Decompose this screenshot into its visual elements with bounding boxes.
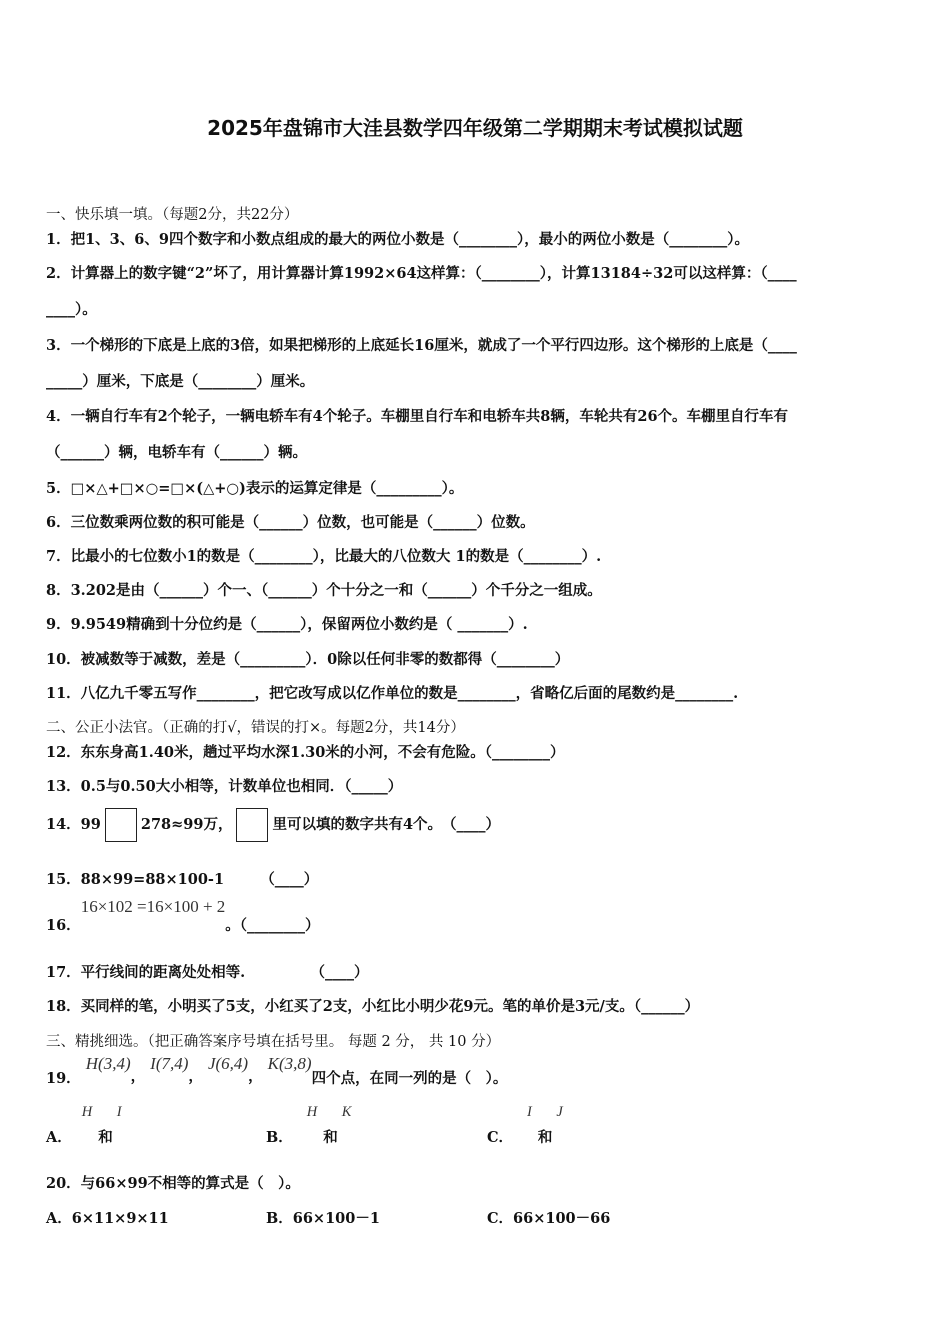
question-13: 13．0.5与0.50大小相等，计数单位也相同．（_____） [46,778,403,795]
comma: ， [188,1068,203,1085]
question-2-cont: ____）。 [46,301,97,318]
question-3-cont: _____）厘米，下底是（________）厘米。 [46,373,315,390]
option-label: C． [487,1129,514,1146]
question-4-cont: （______）辆，电轿车有（______）辆。 [46,444,307,461]
point-k: K(3,8) [267,1054,312,1073]
comma: ， [248,1068,263,1085]
question-14 [46,808,500,842]
option-point: J [556,1104,563,1120]
question-16-label: 16． [46,917,81,934]
comma: ， [130,1068,146,1085]
question-19-tail: 四个点，在同一列的是（ ）。 [311,1070,508,1087]
blank-box [236,808,268,842]
question-8: 8．3.202是由（______）个一、（______）个十分之一和（______）个千分之一组成。 [46,582,602,599]
question-20: 20．与66×99不相等的算式是（ ）。 [46,1175,300,1192]
question-16-formula: 16×102 =16×100 + 2 [80,897,226,916]
option-19-c [487,1104,569,1146]
question-5: 5．□×△+□×○=□×(△+○)表示的运算定律是（_________）。 [46,480,464,497]
point-i: I(7,4) [150,1054,189,1073]
question-6: 6．三位数乘两位数的积可能是（______）位数，也可能是（______）位数。 [46,514,535,531]
question-1: 1．把1、3、6、9四个数字和小数点组成的最大的两位小数是（________），最小的两位小数是（________）。 [46,231,749,248]
question-18: 18．买同样的笔，小明买了5支，小红买了2支，小红比小明少花9元。笔的单价是3元/支。（______） [46,998,700,1015]
option-point: K [341,1104,352,1120]
question-7: 7．比最小的七位数小1的数是（________），比最大的八位数大 1的数是（________）. [46,548,602,565]
option-point: H [81,1104,93,1120]
question-19-label: 19． [46,1070,81,1087]
point-j: J(6,4) [207,1054,249,1073]
question-14-part-b: 278≈99万， [140,816,233,833]
option-20-b: B．66×100－1 [266,1210,380,1227]
question-12: 12．东东身高1.40米，趟过平均水深1.30米的小河，不会有危险。（________） [46,744,565,761]
question-14-part-a: 14．99 [46,816,101,833]
option-point: H [306,1104,318,1120]
section-3-heading: 三、精挑细选。（把正确答案序号填在括号里。 每题 2 分， 共 10 分） [46,1034,501,1050]
option-and: 和 [98,1129,113,1146]
blank-box [105,808,137,842]
option-19-a [46,1104,128,1146]
question-3: 3．一个梯形的下底是上底的3倍，如果把梯形的上底延长16厘米，就成了一个平行四边形。这个梯形的上底是（____ [46,337,797,354]
question-17: 17．平行线间的距离处处相等. （____） [46,964,369,981]
option-19-b [266,1104,357,1146]
option-and: 和 [323,1129,338,1146]
question-19 [46,1053,508,1087]
question-16 [46,897,320,934]
question-10: 10．被减数等于减数，差是（_________）．0除以任何非零的数都得（________） [46,651,570,668]
question-9: 9．9.9549精确到十分位约是（______），保留两位小数约是（ _______）. [46,616,528,633]
question-2: 2．计算器上的数字键“2”坏了，用计算器计算1992×64这样算：（________），计算13184÷32可以这样算：（____ [46,265,797,282]
question-16-tail: 。（________） [225,917,320,934]
option-label: B． [266,1129,293,1146]
section-2-heading: 二、公正小法官。（正确的打√，错误的打×。每题2分，共14分） [46,720,465,736]
question-4: 4．一辆自行车有2个轮子，一辆电轿车有4个轮子。车棚里自行车和电轿车共8辆，车轮共有26个。车棚里自行车有 [46,408,789,425]
option-and: 和 [537,1129,553,1146]
section-1-heading: 一、快乐填一填。（每题2分，共22分） [46,207,299,223]
option-20-c: C．66×100－66 [487,1210,611,1227]
question-14-part-c: 里可以填的数字共有4个。 （____） [272,816,501,833]
option-point: I [116,1104,122,1120]
option-label: A． [46,1129,72,1146]
question-15: 15．88×99=88×100-1 （____） [46,871,319,888]
point-h: H(3,4) [85,1054,131,1073]
question-11: 11．八亿九千零五写作________，把它改写成以亿作单位的数是________，省略亿后面的尾数约是________. [46,685,739,702]
option-20-a: A．6×11×9×11 [46,1210,169,1227]
option-point: I [527,1104,532,1120]
page-title: 2025年盘锦市大洼县数学四年级第二学期期末考试模拟试题 [207,116,743,140]
